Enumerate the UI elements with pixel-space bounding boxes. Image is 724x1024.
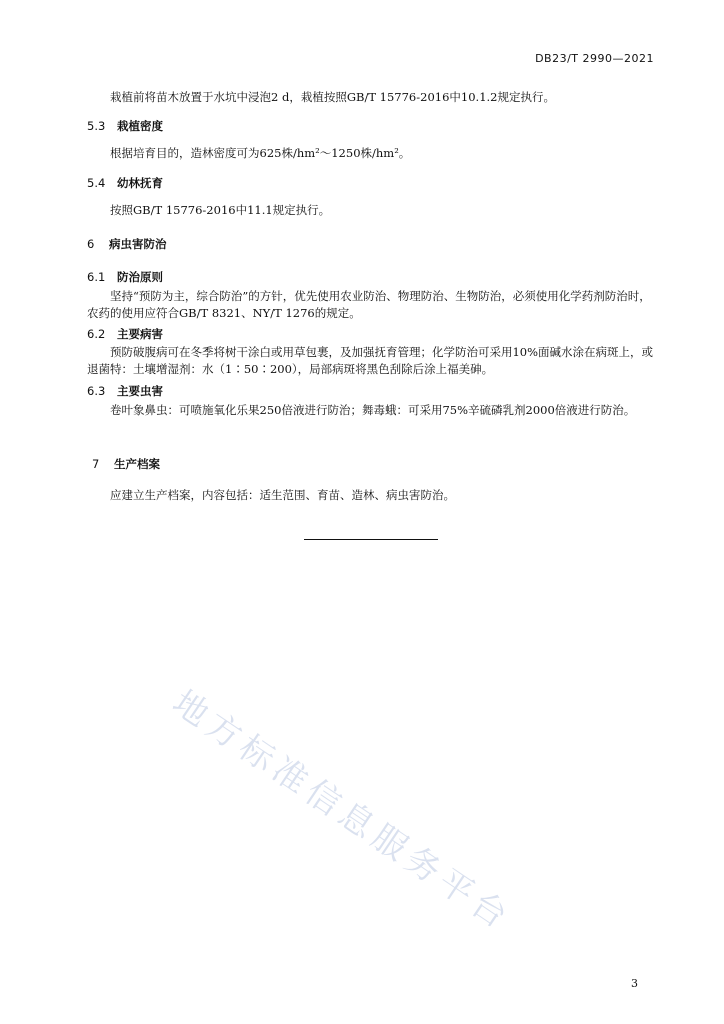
page-number: 3: [631, 977, 638, 990]
heading-6-2: [87, 326, 163, 342]
paragraph-5-3: 根据培育目的，造林密度可为625株/hm²～1250株/hm²。: [110, 146, 411, 160]
paragraph-5-4: 按照GB/T 15776-2016中11.1规定执行。: [110, 203, 331, 217]
section-title: 主要病害: [117, 327, 163, 341]
paragraph-7: 应建立生产档案，内容包括：适生范围、育苗、造林、病虫害防治。: [110, 488, 455, 502]
section-number: 6.1: [87, 270, 106, 284]
paragraph-6-1: 坚持“预防为主，综合防治”的方针，优先使用农业防治、物理防治、生物防治，必须使用化学药剂防治时，农药的使用应符合GB/T 8321、NY/T 1276的规定。: [87, 289, 651, 320]
heading-5-4: [87, 175, 163, 191]
paragraph-6-3: 卷叶象鼻虫：可喷施氧化乐果250倍液进行防治；舞毒蛾：可采用75%辛硫磷乳剂2000倍液进行防治。: [110, 403, 636, 417]
section-number: 5.3: [87, 119, 106, 133]
end-rule: [304, 539, 438, 540]
standard-code: DB23/T 2990—2021: [535, 52, 654, 65]
heading-5-3: [87, 118, 163, 134]
heading-6-3: [87, 383, 163, 399]
heading-6-1: [87, 269, 163, 285]
section-title: 幼林抚育: [117, 176, 163, 190]
section-title: 防治原则: [117, 270, 163, 284]
paragraph-6-2: 预防破腹病可在冬季将树干涂白或用草包裹，及加强抚育管理；化学防治可采用10%面碱水涂在病斑上，或退菌特：土壤增湿剂：水（1∶50∶200），局部病斑将黑色刮除后涂上福美砷。: [87, 345, 654, 376]
section-number: 6.2: [87, 327, 106, 341]
section-number: 6: [87, 237, 95, 251]
section-title: 生产档案: [114, 457, 160, 471]
section-title: 病虫害防治: [109, 237, 167, 251]
watermark: 地方标准信息服务平台: [165, 682, 520, 940]
paragraph-5-2-tail: 栽植前将苗木放置于水坑中浸泡2 d，栽植按照GB/T 15776-2016中10.1.2规定执行。: [110, 90, 555, 104]
section-title: 主要虫害: [117, 384, 163, 398]
section-number: 7: [92, 457, 100, 471]
section-title: 栽植密度: [117, 119, 163, 133]
section-number: 5.4: [87, 176, 106, 190]
heading-7: [92, 456, 160, 472]
heading-6: [87, 236, 167, 252]
section-number: 6.3: [87, 384, 106, 398]
